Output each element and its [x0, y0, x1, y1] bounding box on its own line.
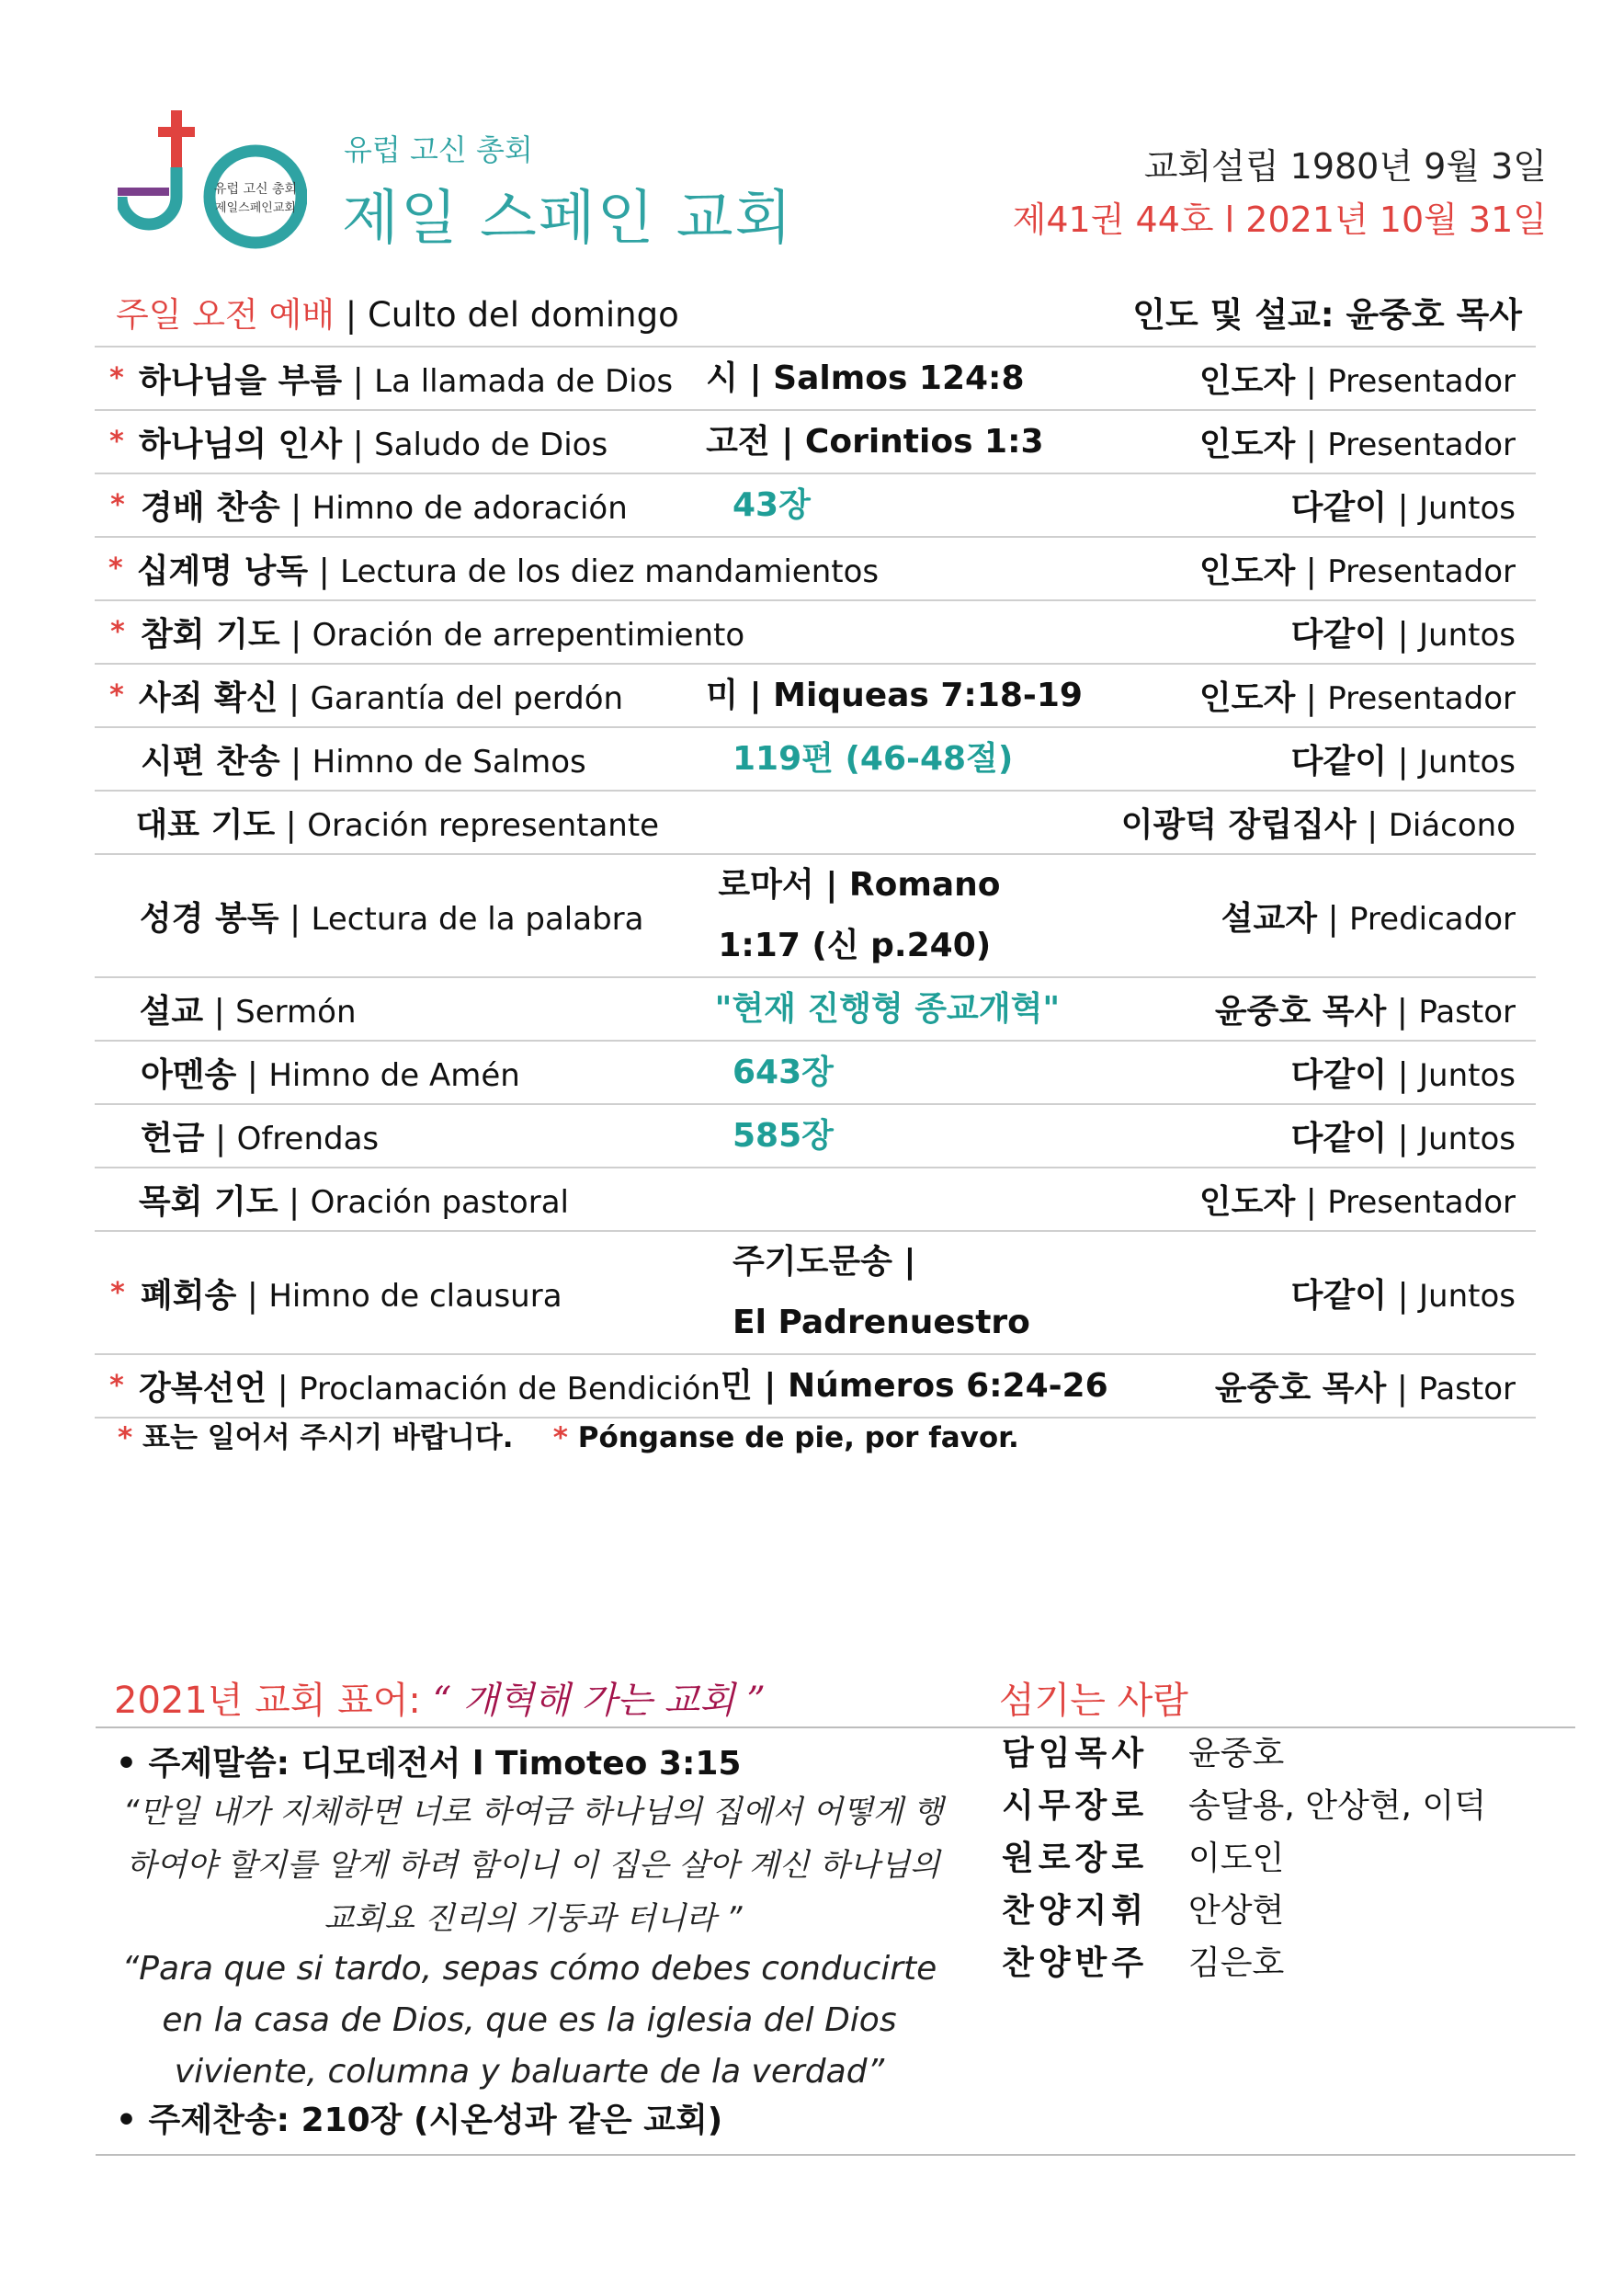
item-reference [706, 348, 1199, 409]
item-name: 하나님의 인사 | Saludo de Dios [138, 426, 608, 463]
item-name: 설교 | Sermón [139, 993, 357, 1031]
item-leader-ko: 인도자 [1198, 679, 1296, 717]
item-name-es: Lectura de la palabra [311, 900, 644, 938]
item-name-ko: 사죄 확신 [138, 679, 278, 717]
item-reference [718, 855, 1221, 976]
item-leader-es: Juntos [1419, 490, 1516, 527]
note-es: Pónganse de pie, por favor. [577, 1421, 1019, 1454]
theme-hymn-label: 주제찬송: 210장 (시온성과 같은 교회) [148, 2102, 723, 2139]
item-name: 아멘송 | Himno de Amén [141, 1056, 520, 1094]
item-name-es: Oración pastoral [310, 1184, 569, 1221]
worship-row [95, 976, 1536, 1040]
item-leader-ko: 인도자 [1198, 553, 1296, 590]
logo-text-line2: 제일스페인교회 [215, 201, 296, 215]
item-name-es: Oración representante [307, 807, 660, 844]
item-leader-es: Presentador [1327, 553, 1516, 590]
item-reference-line1: 585장 [733, 1116, 834, 1155]
worship-row [95, 599, 1536, 663]
item-leader: 인도자 | Presentador [1198, 679, 1516, 717]
item-leader: 윤중호 목사 | Pastor [1214, 993, 1516, 1031]
note-star-2: * [552, 1421, 568, 1454]
item-leader-es: Pastor [1418, 994, 1516, 1031]
stand-marker: * [109, 679, 124, 712]
item-reference [733, 1232, 1247, 1353]
item-name-ko: 강복선언 [139, 1370, 267, 1407]
servant-row [1002, 1777, 1486, 1829]
item-name-es: La llamada de Dios [374, 363, 674, 400]
item-name-es: Himno de clausura [268, 1277, 562, 1315]
item-name-es: Proclamación de Bendición [299, 1371, 721, 1407]
motto-quote: “ 개혁해 가는 교회 ” [432, 1680, 766, 1722]
stand-marker: * [109, 1370, 124, 1402]
item-name: 경배 찬송 | Himno de adoración [141, 489, 628, 527]
servant-name: 윤중호 [1188, 1735, 1285, 1772]
item-name: 사죄 확신 | Garantía del perdón [138, 679, 624, 717]
servant-row [1002, 1882, 1486, 1934]
stand-marker: * [110, 1276, 125, 1309]
item-reference [733, 1043, 1247, 1103]
item-reference-line1: "현재 진행형 종교개혁" [714, 989, 1061, 1028]
item-name-es: Himno de adoración [312, 490, 628, 527]
worship-row [95, 663, 1536, 726]
item-reference-line2: El Padrenuestro [733, 1304, 1030, 1341]
worship-title-ko: 주일 오전 예배 [116, 295, 335, 335]
item-leader-ko: 인도자 [1198, 362, 1296, 400]
worship-leader: 인도 및 설교: 윤중호 목사 [1132, 295, 1522, 335]
item-leader: 인도자 | Presentador [1198, 426, 1516, 463]
founded-date: 교회설립 1980년 9월 3일 [1143, 146, 1547, 187]
item-reference [733, 729, 1247, 790]
servants-header: 섬기는 사람 [999, 1680, 1188, 1722]
item-reference-line1: 시 | Salmos 124:8 [706, 359, 1025, 397]
item-name: 폐회송 | Himno de clausura [141, 1276, 562, 1315]
item-leader: 다같이 | Juntos [1290, 1120, 1516, 1157]
item-name: 목회 기도 | Oración pastoral [138, 1183, 569, 1221]
worship-row [95, 346, 1536, 409]
order-of-worship [95, 346, 1536, 1419]
issue-info: 제41권 44호 l 2021년 10월 31일 [1012, 199, 1547, 240]
item-name-ko: 경배 찬송 [141, 489, 280, 527]
item-name-ko: 헌금 [141, 1120, 205, 1157]
item-name: 시편 찬송 | Himno de Salmos [141, 743, 586, 781]
item-leader-ko: 다같이 [1290, 1120, 1387, 1157]
worship-row [95, 1040, 1536, 1103]
item-leader-es: Diácono [1388, 807, 1516, 844]
item-leader: 이광덕 장립집사 | Diácono [1120, 806, 1516, 844]
servant-role: 찬양반주 [1002, 1944, 1149, 1982]
item-leader-es: Juntos [1419, 1057, 1516, 1094]
item-name-ko: 대표 기도 [135, 806, 276, 844]
worship-row [95, 473, 1536, 536]
item-leader: 다같이 | Juntos [1290, 743, 1516, 781]
item-name-es: Himno de Amén [268, 1057, 520, 1094]
theme-verse-ref: • 주제말씀: 디모데전서 l Timoteo 3:15 [116, 1745, 742, 1783]
item-name-es: Ofrendas [236, 1121, 380, 1157]
servant-role: 시무장로 [1002, 1787, 1149, 1825]
item-reference [721, 1356, 1215, 1417]
bottom-divider [96, 2154, 1575, 2156]
church-title: 제일 스페인 교회 [342, 185, 794, 253]
worship-row [95, 853, 1536, 976]
item-leader: 다같이 | Juntos [1290, 1276, 1516, 1315]
item-reference-line1: 643장 [733, 1053, 834, 1091]
item-name-es: Himno de Salmos [312, 744, 586, 781]
item-leader-es: Presentador [1327, 363, 1516, 400]
item-leader-ko: 설교자 [1221, 899, 1317, 938]
item-leader-es: Presentador [1327, 427, 1516, 463]
item-leader: 인도자 | Presentador [1198, 1183, 1516, 1221]
item-leader: 다같이 | Juntos [1290, 489, 1516, 527]
item-leader-ko: 다같이 [1290, 743, 1387, 781]
item-name: 참회 기도 | Oración de arrepentimiento [141, 616, 745, 654]
worship-row [95, 790, 1536, 853]
item-reference [733, 1106, 1247, 1167]
item-name-ko: 시편 찬송 [141, 743, 280, 781]
item-leader-ko: 다같이 [1290, 489, 1387, 527]
item-leader-ko: 윤중호 목사 [1214, 993, 1387, 1031]
worship-row [95, 1167, 1536, 1230]
servant-role: 찬양지휘 [1002, 1892, 1149, 1930]
item-leader: 윤중호 목사 | Pastor [1214, 1370, 1516, 1407]
item-name-ko: 참회 기도 [141, 616, 280, 654]
worship-row [95, 1230, 1536, 1353]
item-leader-es: Predicador [1349, 900, 1516, 938]
item-reference-line2: 1:17 (신 p.240) [718, 927, 992, 964]
item-leader-es: Juntos [1419, 744, 1516, 781]
item-reference-line1: 43장 [733, 485, 811, 524]
item-reference-line1: 로마서 | Romano [718, 866, 1001, 904]
item-name-ko: 폐회송 [141, 1276, 237, 1315]
item-reference [706, 412, 1199, 473]
item-name-es: Garantía del perdón [310, 680, 624, 717]
note-star-1: * [118, 1421, 133, 1454]
item-leader-es: Pastor [1418, 1371, 1516, 1407]
item-reference-line1: 고전 | Corintios 1:3 [706, 422, 1044, 461]
theme-verse-korean: “만일 내가 지체하면 너로 하여금 하나님의 집에서 어떻게 행하여야 할지를 알게 하려 함이니 이 집은 살아 계신 하나님의 교회요 진리의 기둥과 터니라 ” [122, 1794, 944, 1937]
worship-row [95, 536, 1536, 599]
servant-name: 안상현 [1188, 1892, 1285, 1930]
item-leader-ko: 다같이 [1290, 1276, 1387, 1315]
motto-label: 2021년 교회 표어: [114, 1680, 421, 1722]
item-name: 성경 봉독 | Lectura de la palabra [139, 899, 644, 938]
motto-header [114, 1671, 766, 1724]
item-leader: 다같이 | Juntos [1290, 616, 1516, 654]
stand-marker: * [110, 489, 125, 521]
item-leader-es: Presentador [1327, 680, 1516, 717]
item-name-ko: 성경 봉독 [139, 899, 279, 938]
item-leader-es: Juntos [1419, 1277, 1516, 1315]
stand-marker: * [109, 426, 124, 458]
item-leader-ko: 다같이 [1290, 616, 1387, 654]
item-leader-ko: 윤중호 목사 [1214, 1370, 1387, 1407]
item-name: 하나님을 부름 | La llamada de Dios [138, 362, 674, 400]
stand-marker: * [108, 553, 123, 585]
item-leader-es: Juntos [1419, 1121, 1516, 1157]
theme-hymn: • 주제찬송: 210장 (시온성과 같은 교회) [116, 2102, 723, 2139]
servant-name: 이도인 [1188, 1840, 1285, 1877]
item-reference-line1: 민 | Números 6:24-26 [720, 1366, 1108, 1405]
theme-verse-spanish: “Para que si tardo, sepas cómo debes conducirte en la casa de Dios, que es la iglesia del Dios viviente, columna y baluarte de la verdad” [121, 1950, 937, 2091]
assembly-name: 유럽 고신 총회 [344, 132, 533, 167]
item-name-es: Oración de arrepentimiento [312, 617, 745, 654]
item-reference-line1: 미 | Miqueas 7:18-19 [706, 676, 1083, 714]
item-name-ko: 하나님을 부름 [138, 362, 343, 400]
item-leader-ko: 인도자 [1198, 1183, 1296, 1221]
item-name-ko: 십계명 낭독 [136, 553, 309, 590]
stand-marker: * [109, 362, 124, 394]
item-name-es: Lectura de los diez mandamientos [340, 553, 880, 590]
item-name-ko: 설교 [139, 993, 204, 1031]
item-name-ko: 목회 기도 [138, 1183, 278, 1221]
standing-note [118, 1414, 1019, 1455]
item-name: 십계명 낭독 | Lectura de los diez mandamientos [136, 553, 880, 590]
item-name: 대표 기도 | Oración representante [135, 806, 660, 844]
servant-name: 김은호 [1188, 1944, 1285, 1982]
item-name-es: Saludo de Dios [374, 427, 608, 463]
item-name-ko: 아멘송 [141, 1056, 237, 1094]
item-leader: 다같이 | Juntos [1290, 1056, 1516, 1094]
servants-list [1002, 1725, 1486, 1987]
item-reference-line1: 주기도문송 | [733, 1243, 916, 1281]
church-logo [118, 108, 307, 263]
item-name-ko: 하나님의 인사 [138, 426, 343, 463]
item-leader-ko: 인도자 [1198, 426, 1296, 463]
item-leader: 인도자 | Presentador [1198, 362, 1516, 400]
item-reference [706, 666, 1199, 726]
item-leader-ko: 다같이 [1290, 1056, 1387, 1094]
worship-header [116, 287, 1522, 338]
worship-title [116, 287, 679, 336]
item-leader: 설교자 | Predicador [1221, 899, 1516, 938]
item-leader-es: Presentador [1327, 1184, 1516, 1221]
logo-text-line1: 유럽 고신 총회 [213, 182, 298, 197]
worship-row [95, 1103, 1536, 1167]
note-ko: 표는 일어서 주시기 바랍니다. [142, 1421, 514, 1454]
servant-row [1002, 1934, 1486, 1987]
servant-row [1002, 1829, 1486, 1882]
item-name: 헌금 | Ofrendas [141, 1120, 380, 1157]
item-name-es: Sermón [235, 994, 357, 1031]
worship-row [95, 1353, 1536, 1419]
theme-verse-label: 주제말씀: 디모데전서 l Timoteo 3:15 [148, 1745, 742, 1783]
servant-row [1002, 1725, 1486, 1777]
item-leader-es: Juntos [1419, 617, 1516, 654]
worship-row [95, 726, 1536, 790]
item-reference [733, 475, 1247, 536]
item-reference [715, 979, 1215, 1040]
stand-marker: * [110, 616, 125, 648]
worship-title-es: | Culto del domingo [334, 295, 679, 335]
item-name: 강복선언 | Proclamación de Bendición [139, 1370, 721, 1407]
worship-row [95, 409, 1536, 473]
servant-role: 원로장로 [1002, 1840, 1149, 1877]
item-leader-ko: 이광덕 장립집사 [1120, 806, 1357, 844]
servant-role: 담임목사 [1002, 1735, 1149, 1772]
item-leader: 인도자 | Presentador [1198, 553, 1516, 590]
servant-name: 송달용, 안상현, 이덕 [1188, 1787, 1486, 1825]
item-reference-line1: 119편 (46-48절) [733, 739, 1014, 778]
